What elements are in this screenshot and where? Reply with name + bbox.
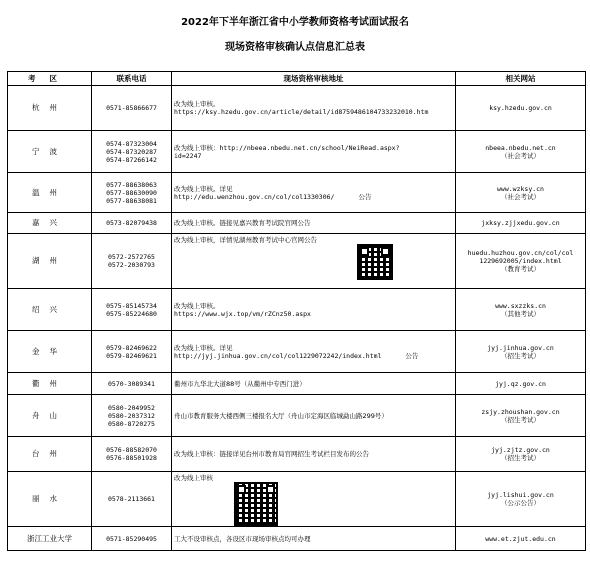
- phone-number: 0576-88501928: [106, 454, 157, 462]
- site-link[interactable]: zsjy.zhoushan.gov.cn: [481, 407, 560, 416]
- phone-number: 0571-85866677: [106, 104, 157, 112]
- region-cell: 宁波: [8, 131, 92, 173]
- region-cell: 绍兴: [8, 289, 92, 331]
- site-link[interactable]: www.et.zjut.edu.cn: [485, 534, 556, 543]
- phone-number: 0577-88630090: [106, 188, 157, 197]
- site-cell: [456, 331, 586, 373]
- address-link[interactable]: https://ksy.hzedu.gov.cn/article/detail/id8759486104733232010.htm: [174, 108, 429, 116]
- address-text: 改为线上审核。详见: [174, 343, 233, 352]
- address-cell: [172, 86, 456, 131]
- phone-cell: [92, 289, 172, 331]
- table-header-row: [8, 72, 586, 86]
- header-region: 考区: [8, 72, 92, 86]
- phone-cell: [92, 527, 172, 551]
- site-cell: [456, 373, 586, 395]
- region-cell: 衢州: [8, 373, 92, 395]
- phone-number: 0580-8720275: [108, 419, 155, 428]
- site-link[interactable]: jyj.zjtz.gov.cn: [491, 446, 550, 454]
- address-cell: [172, 331, 456, 373]
- phone-cell: [92, 395, 172, 437]
- qr-code-icon: [357, 244, 393, 280]
- region-cell: 杭州: [8, 86, 92, 131]
- table-row: [8, 437, 586, 472]
- site-cell: [456, 289, 586, 331]
- table-row: [8, 373, 586, 395]
- site-note: （教育考试）: [501, 265, 540, 273]
- phone-cell: [92, 213, 172, 234]
- address-cell: [172, 373, 456, 395]
- site-link[interactable]: jxksy.zjjxedu.gov.cn: [481, 219, 560, 227]
- site-cell: [456, 472, 586, 527]
- address-text: 改为线上审核。: [174, 100, 220, 108]
- region-cell: 舟山: [8, 395, 92, 437]
- address-cell: [172, 131, 456, 173]
- table-row: [8, 173, 586, 213]
- region-cell: 台州: [8, 437, 92, 472]
- address-text: 改为线上审核。详见: [174, 184, 233, 193]
- phone-number: 0573-82079438: [106, 219, 157, 227]
- site-link[interactable]: huedu.huzhou.gov.cn/col/col: [467, 249, 574, 257]
- document-subtitle: 现场资格审核确认点信息汇总表: [225, 42, 365, 53]
- phone-cell: [92, 331, 172, 373]
- address-text: 工大不设审核点，各设区市现场审核点均可办理: [174, 534, 311, 543]
- address-link[interactable]: http://edu.wenzhou.gov.cn/col/col1330306/: [174, 192, 335, 201]
- address-link[interactable]: http://jyj.jinhua.gov.cn/col/col1229072242/index.html: [174, 351, 382, 360]
- site-link[interactable]: 1229692005/index.html: [479, 257, 562, 265]
- site-cell: [456, 527, 586, 551]
- header-phone: 联系电话: [92, 72, 172, 86]
- header-address: 现场资格审核地址: [172, 72, 456, 86]
- phone-number: 0576-88582070: [106, 446, 157, 454]
- phone-number: 0572-2030793: [108, 261, 155, 269]
- region-cell: 嘉兴: [8, 213, 92, 234]
- site-link[interactable]: ksy.hzedu.gov.cn: [489, 104, 552, 112]
- phone-cell: [92, 437, 172, 472]
- phone-cell: [92, 234, 172, 289]
- address-text: 舟山市教育服务大楼西侧三楼报名大厅（舟山市定海区临城勐山路299号）: [174, 411, 388, 420]
- address-text: 改为线上审核。链接见嘉兴教育考试院官网公告: [174, 219, 311, 227]
- address-text: 改为线上审核：链接详见台州市教育局官网招生考试栏目发布的公告: [174, 450, 369, 458]
- region-cell: 湖州: [8, 234, 92, 289]
- region-cell: 浙江工业大学: [8, 527, 92, 551]
- site-link[interactable]: jyj.lishui.gov.cn: [487, 491, 554, 499]
- address-text: 改为线上审核，详情见湖州教育考试中心官网公告: [174, 236, 317, 244]
- header-site: 相关网站: [456, 72, 586, 86]
- phone-number: 0571-85290495: [106, 534, 157, 543]
- table-row: [8, 86, 586, 131]
- address-link[interactable]: id=2247: [174, 151, 202, 160]
- region-cell: 丽水: [8, 472, 92, 527]
- phone-number: 0575-85145734: [106, 301, 157, 310]
- table-row: [8, 234, 586, 289]
- site-note: （招生考试）: [501, 454, 540, 462]
- table-row: [8, 472, 586, 527]
- site-note: （社会考试）: [501, 192, 540, 201]
- phone-number: 0570-3089341: [108, 379, 155, 388]
- address-cell: [172, 527, 456, 551]
- info-table: [7, 71, 586, 551]
- site-note: （招生考试）: [501, 351, 540, 360]
- address-cell: [172, 289, 456, 331]
- site-note: （社会考试）: [501, 151, 540, 160]
- site-cell: [456, 213, 586, 234]
- address-text: 衢州市九华北大道88号（从衢州中专西门进）: [174, 379, 306, 388]
- phone-number: 0574-87320287: [106, 147, 157, 156]
- site-link[interactable]: jyj.qz.gov.cn: [495, 379, 546, 388]
- phone-cell: [92, 373, 172, 395]
- table-row: [8, 289, 586, 331]
- table-row: [8, 331, 586, 373]
- phone-number: 0579-82469621: [106, 351, 157, 360]
- phone-number: 0580-2049952: [108, 403, 155, 412]
- phone-cell: [92, 173, 172, 213]
- site-link[interactable]: www.sxzzks.cn: [495, 301, 546, 310]
- phone-cell: [92, 131, 172, 173]
- site-note: （其他考试）: [501, 309, 540, 318]
- address-link[interactable]: https://www.wjx.top/vm/rZCnz50.aspx: [174, 309, 311, 318]
- site-link[interactable]: nbeea.nbedu.net.cn: [485, 143, 556, 152]
- phone-number: 0577-88638081: [106, 196, 157, 205]
- address-link[interactable]: 改为线上审核：http://nbeea.nbedu.net.cn/school/NeiRead.aspx?: [174, 143, 400, 152]
- address-cell: [172, 472, 456, 527]
- address-text: 改为线上审核。: [174, 301, 220, 310]
- site-cell: [456, 234, 586, 289]
- table-row: [8, 213, 586, 234]
- site-cell: [456, 173, 586, 213]
- address-suffix: 公告: [358, 192, 372, 201]
- address-cell: [172, 395, 456, 437]
- table-row: [8, 395, 586, 437]
- site-link[interactable]: jyj.jinhua.gov.cn: [487, 343, 554, 352]
- phone-number: 0579-82469622: [106, 343, 157, 352]
- table-row: [8, 527, 586, 551]
- phone-number: 0574-87266142: [106, 155, 157, 164]
- qr-code-icon: [234, 482, 278, 526]
- address-text: 改为线上审核: [174, 474, 213, 482]
- phone-number: 0574-87323004: [106, 139, 157, 148]
- phone-cell: [92, 86, 172, 131]
- address-cell: [172, 234, 456, 289]
- document-title: 2022年下半年浙江省中小学教师资格考试面试报名: [181, 17, 409, 28]
- site-cell: [456, 131, 586, 173]
- phone-number: 0580-2037312: [108, 411, 155, 420]
- site-cell: [456, 395, 586, 437]
- address-cell: [172, 437, 456, 472]
- region-cell: 金华: [8, 331, 92, 373]
- phone-number: 0572-2572765: [108, 253, 155, 261]
- site-note: （招生考试）: [501, 415, 540, 424]
- site-cell: [456, 86, 586, 131]
- address-suffix: 公告: [405, 351, 419, 360]
- site-note: （公示公告）: [501, 499, 540, 507]
- phone-number: 0578-2113661: [108, 495, 155, 503]
- address-cell: [172, 173, 456, 213]
- phone-cell: [92, 472, 172, 527]
- phone-number: 0575-85224680: [106, 309, 157, 318]
- address-cell: [172, 213, 456, 234]
- region-cell: 温州: [8, 173, 92, 213]
- site-link[interactable]: www.wzksy.cn: [497, 184, 544, 193]
- site-cell: [456, 437, 586, 472]
- phone-number: 0577-88638063: [106, 180, 157, 189]
- table-row: [8, 131, 586, 173]
